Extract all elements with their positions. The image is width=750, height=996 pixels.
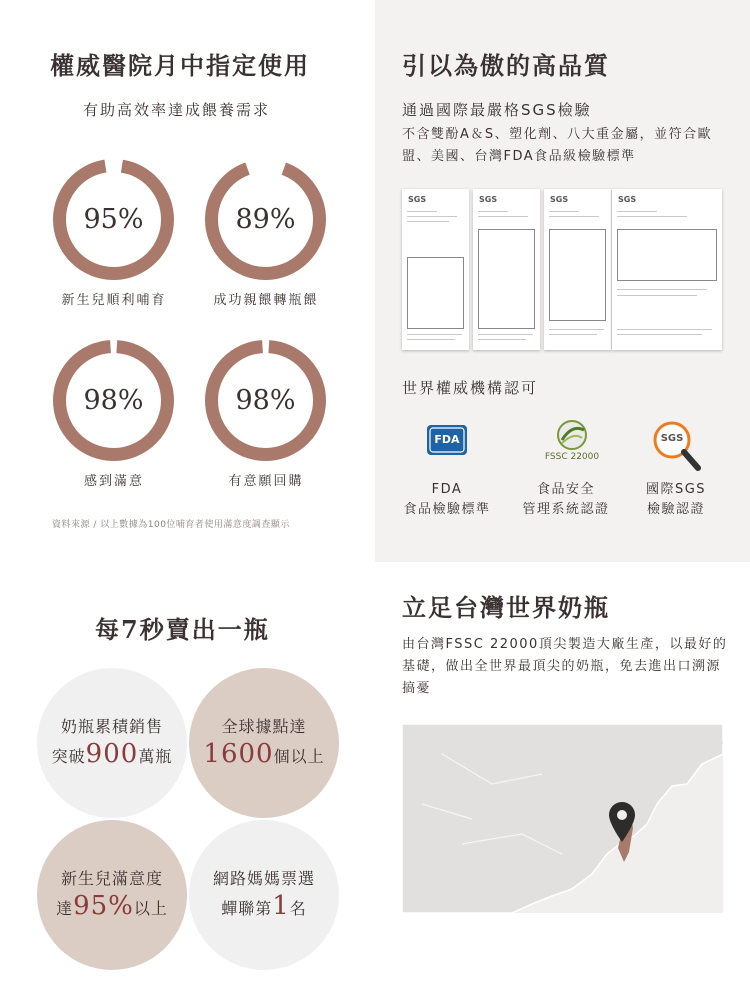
stat-value: 98% xyxy=(235,385,296,416)
data-source-footnote: 資料來源 / 以上數據為100位哺育者使用滿意度調查顯示 xyxy=(52,520,290,530)
authority-title: 世界權威機構認可 xyxy=(402,379,539,397)
cert-label-fssc: 食品安全 管理系統認證 xyxy=(522,482,610,517)
sgs-report-1 xyxy=(402,189,469,350)
stat-ring-2 xyxy=(203,157,328,282)
taiwan-title: 立足台灣世界奶瓶 xyxy=(402,593,610,622)
sgs-report-2 xyxy=(473,189,540,350)
stat-value: 98% xyxy=(83,385,144,416)
sgs-logo: SGS xyxy=(550,195,569,204)
stat-ring-3 xyxy=(51,338,176,463)
bubble-line1: 新生兒滿意度 xyxy=(60,868,163,888)
taiwan-description: 由台灣FSSC 22000頂尖製造大廠生產，以最好的基礎，做出全世界最頂尖的奶瓶，免去進出口溯源搞憂 xyxy=(402,637,728,696)
bubble-line1: 全球據點達 xyxy=(221,716,307,736)
sgs-report-3 xyxy=(544,189,611,350)
bubble-line1: 網路媽媽票選 xyxy=(212,868,315,888)
stat-label: 感到滿意 xyxy=(83,474,144,489)
bubble-line1: 奶瓶累積銷售 xyxy=(60,716,163,736)
stat-bubble-satisfaction: 新生兒滿意度 達95%以上 xyxy=(37,820,187,970)
sales-title: 每7秒賣出一瓶 xyxy=(95,615,270,644)
stat-label: 新生兒順利哺育 xyxy=(61,293,167,308)
location-pin-icon xyxy=(609,802,635,842)
sgs-magnifier-logo-icon: SGS xyxy=(648,420,704,472)
fda-logo-icon: FDA xyxy=(427,425,467,455)
stat-ring-4 xyxy=(203,338,328,463)
stat-ring-1 xyxy=(51,157,176,282)
asia-map xyxy=(402,724,723,913)
stat-bubble-sales: 奶瓶累積銷售 突破900萬瓶 xyxy=(37,668,187,818)
cert-label-fda: FDA 食品檢驗標準 xyxy=(403,482,491,517)
quality-title: 引以為傲的高品質 xyxy=(402,51,610,80)
quality-subtitle: 通過國際最嚴格SGS檢驗 xyxy=(402,101,592,119)
stat-label: 成功親餵轉瓶餵 xyxy=(213,293,319,308)
sgs-logo: SGS xyxy=(618,195,637,204)
quality-description: 不含雙酚A＆S、塑化劑、八大重金屬，並符合歐盟、美國、台灣FDA食品級檢驗標準 xyxy=(402,127,713,164)
hospital-title: 權威醫院月中指定使用 xyxy=(50,51,310,80)
sgs-logo: SGS xyxy=(408,195,427,204)
stat-bubble-vote: 網路媽媽票選 蟬聯第1名 xyxy=(189,820,339,970)
stat-value: 95% xyxy=(83,204,144,235)
stat-bubble-locations: 全球據點達 1600個以上 xyxy=(189,668,339,818)
sgs-logo: SGS xyxy=(479,195,498,204)
stat-value: 89% xyxy=(235,204,296,235)
stat-label: 有意願回購 xyxy=(228,474,304,489)
cert-label-sgs: 國際SGS 檢驗認證 xyxy=(645,482,707,517)
hospital-subtitle: 有助高效率達成餵養需求 xyxy=(83,101,271,119)
fssc-logo-icon: FSSC 22000 xyxy=(532,418,612,466)
sgs-report-4 xyxy=(612,189,722,350)
